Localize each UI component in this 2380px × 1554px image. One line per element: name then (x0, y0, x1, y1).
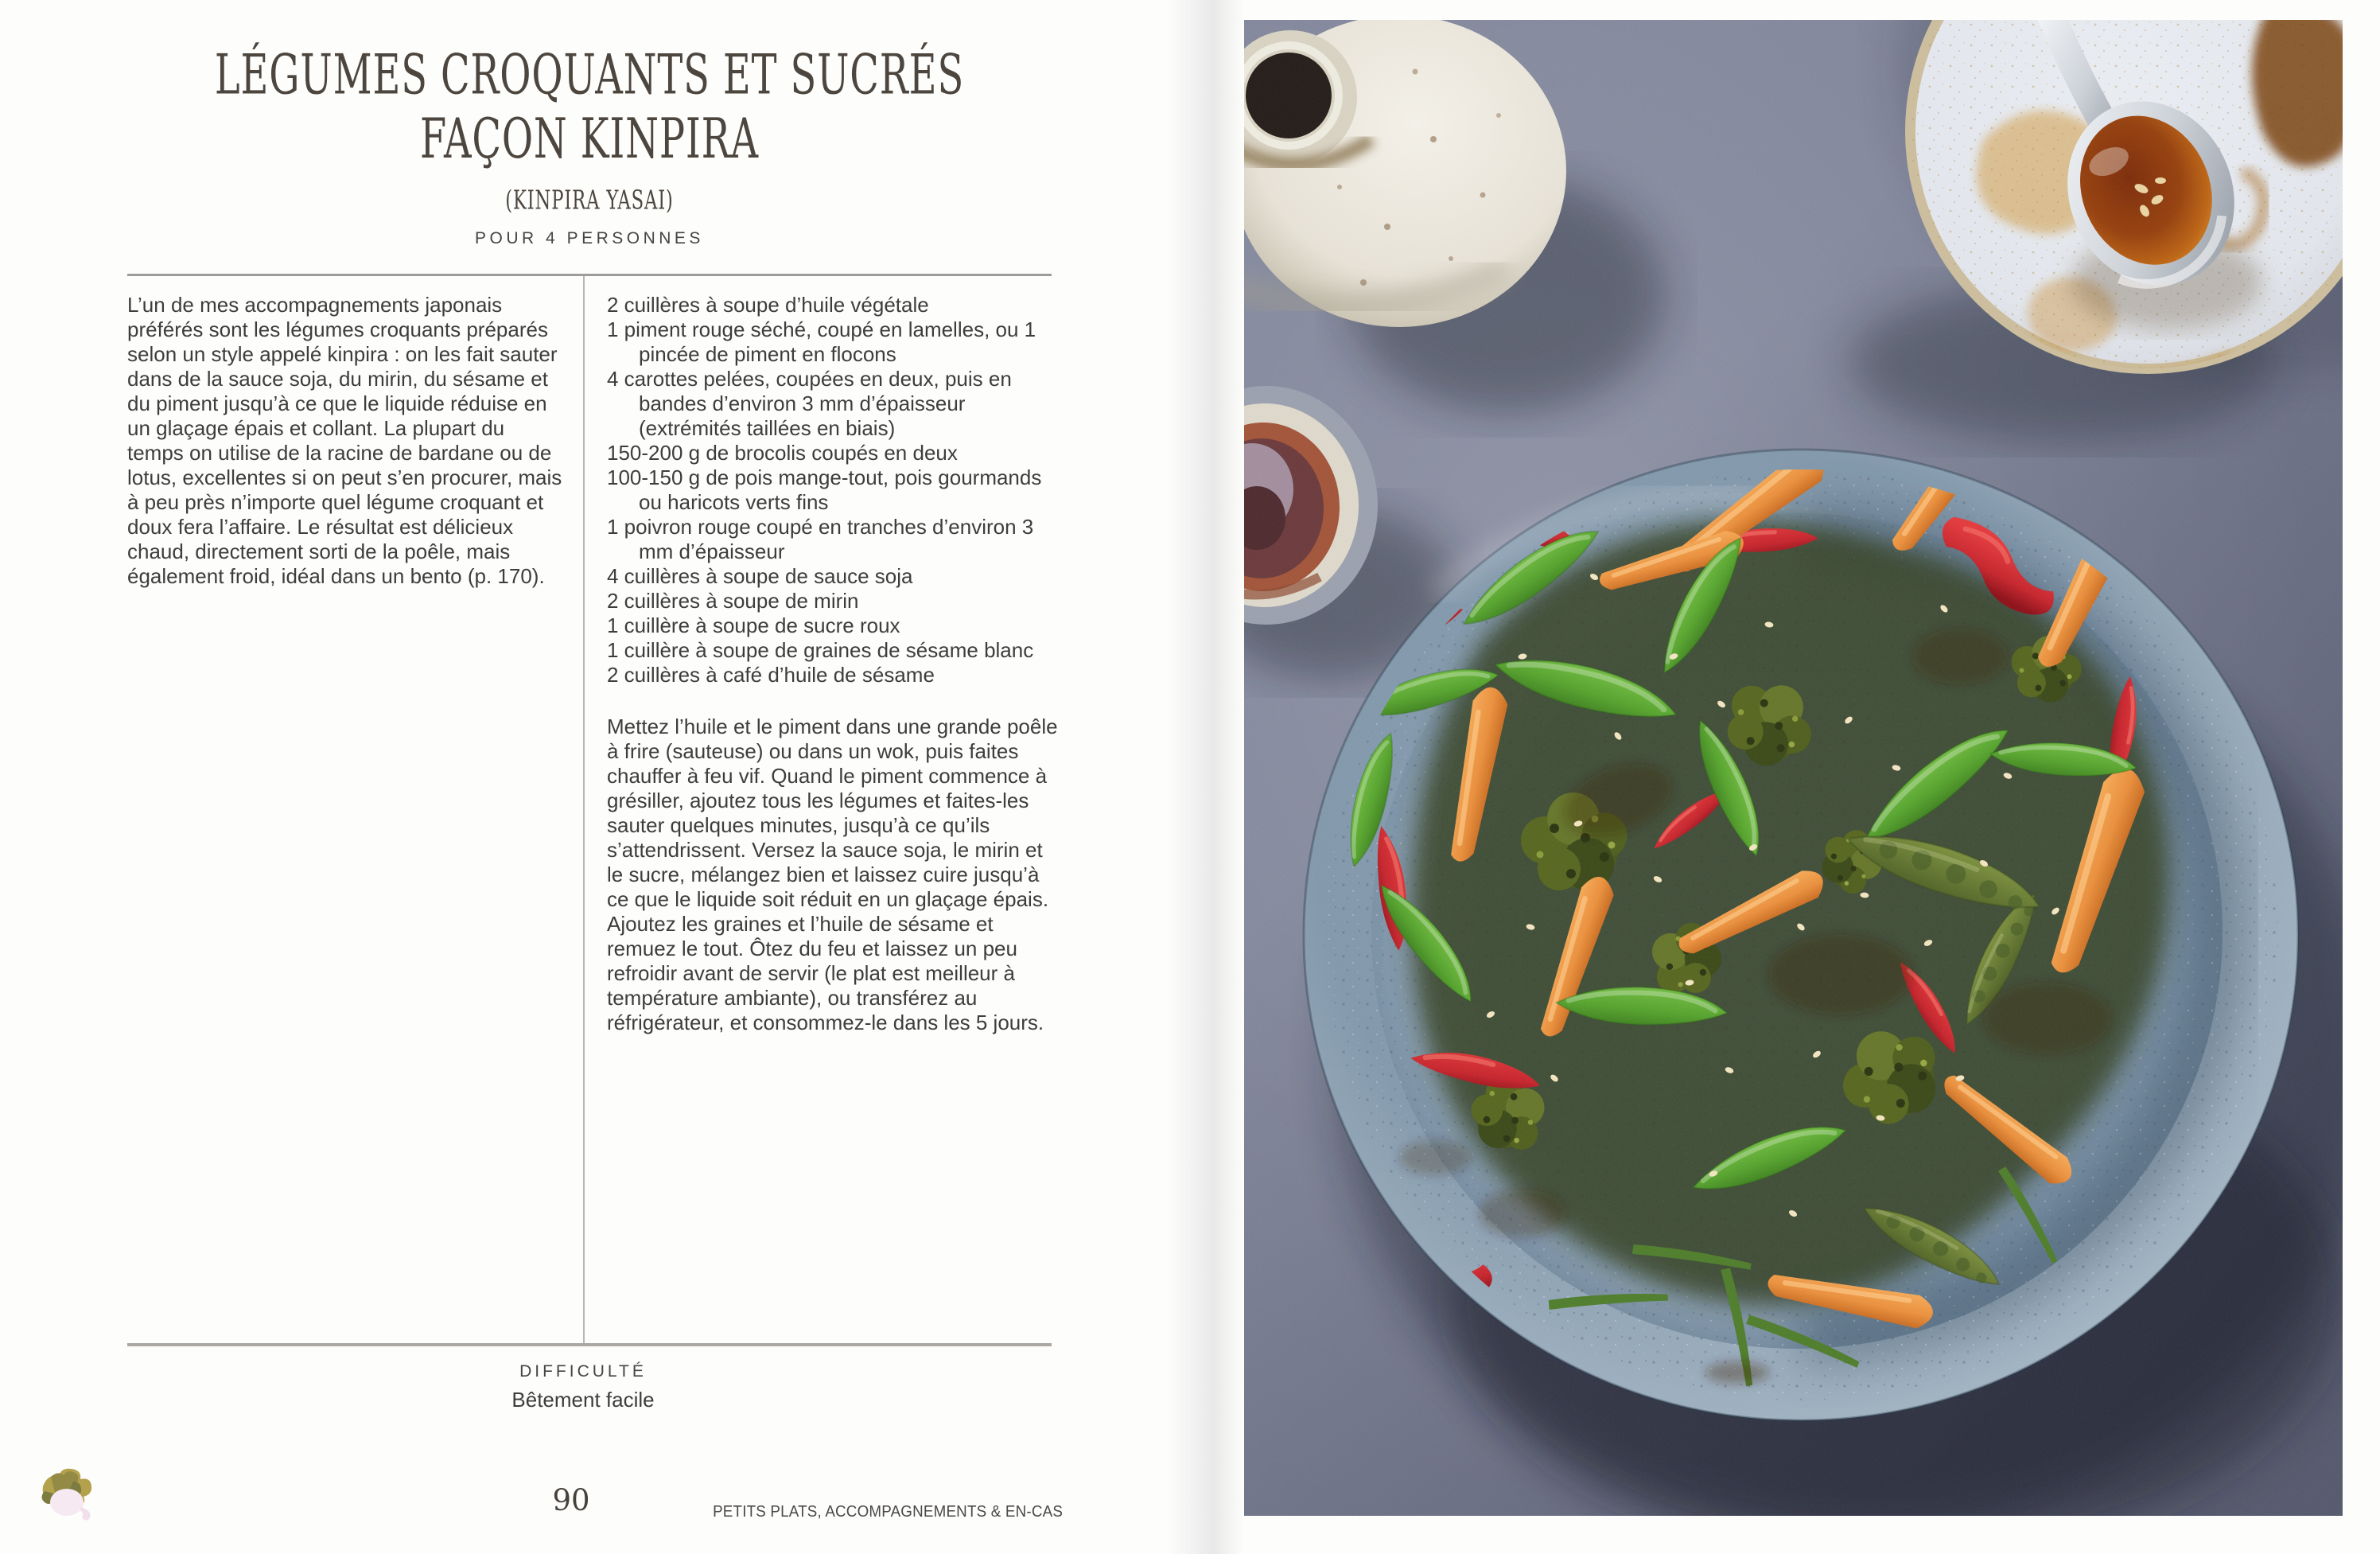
list-item: 1 piment rouge séché, coupé en lamelles, ou 1 pincée de piment en flocons (607, 317, 1036, 366)
serving-count: POUR 4 PERSONNES (475, 229, 704, 247)
recipe-subtitle-japanese: (KINPIRA YASAI) (505, 185, 674, 216)
recipe-title (201, 43, 978, 216)
list-item: 2 cuillères à soupe d’huile végétale (607, 293, 929, 317)
horizontal-rule-bottom (127, 1343, 1052, 1346)
chapter-footer: PETITS PLATS, ACCOMPAGNEMENTS & EN-CAS (713, 1503, 1063, 1521)
horizontal-rule-top (127, 274, 1052, 276)
list-item: 1 poivron rouge coupé en tranches d’environ 3 mm d’épaisseur (607, 515, 1034, 563)
list-item: 1 cuillère à soupe de graines de sésame blanc (607, 638, 1034, 662)
column-divider (583, 276, 585, 1343)
list-item: 1 cuillère à soupe de sucre roux (607, 613, 900, 637)
list-item: 2 cuillères à café d’huile de sésame (607, 663, 935, 687)
difficulty-label: DIFFICULTÉ (519, 1362, 647, 1381)
page-number: 90 (552, 1483, 590, 1517)
list-item: 2 cuillères à soupe de mirin (607, 589, 859, 613)
ingredients-list (607, 293, 1067, 687)
recipe-photo-kinpira-vegetables (1244, 20, 2343, 1516)
radish-illustration-icon (32, 1459, 102, 1526)
page-gutter-shadow (1168, 0, 1244, 1554)
method-paragraph: Mettez l’huile et le piment dans une grande poêle à frire (sauteuse) ou dans un wok, puis faites chauffer à feu vif. Quand le piment commence à grésiller, ajoutez tous les légumes et faites-les sauter quelques minutes, jusqu’à ce qu’ils s’attendrissent. Versez la sauce soja, le mirin et le sucre, mélangez bien et laissez cuire jusqu’à ce que le liquide soit réduit en un glaçage épais. Ajoutez les graines et l’huile de sésame et remuez le tout. Ôtez du feu et laissez un peu refroidir avant de servir (le plat est meilleur à température ambiante), ou transférez au réfrigérateur, et consommez-le dans les 5 jours. (607, 715, 1058, 1034)
recipe-title-line-1: LÉGUMES CROQUANTS ET SUCRÉS (214, 43, 965, 107)
list-item: 4 carottes pelées, coupées en deux, puis en bandes d’environ 3 mm d’épaisseur (extrémités taillées en biais) (607, 367, 1012, 440)
recipe-introduction: L’un de mes accompagnements japonais préférés sont les légumes croquants préparés selon un style appelé kinpira : on les fait sauter dans de la sauce soja, du mirin, du sésame et du piment jusqu’à ce que le liquide réduise en un glaçage épais et collant. La plupart du temps on utilise de la racine de bardane ou de lotus, excellentes si on peut s’en procurer, mais à peu près n’importe quel légume croquant et doux fera l’affaire. Le résultat est délicieux chaud, directement sorti de la poêle, mais également froid, idéal dans un bento (p. 170). (127, 293, 562, 588)
difficulty-value: Bêtement facile (511, 1388, 655, 1412)
list-item: 100-150 g de pois mange-tout, pois gourmands ou haricots verts fins (607, 465, 1042, 514)
list-item: 150-200 g de brocolis coupés en deux (607, 441, 958, 465)
list-item: 4 cuillères à soupe de sauce soja (607, 564, 913, 588)
recipe-title-line-2: FAÇON KINPIRA (420, 107, 759, 172)
